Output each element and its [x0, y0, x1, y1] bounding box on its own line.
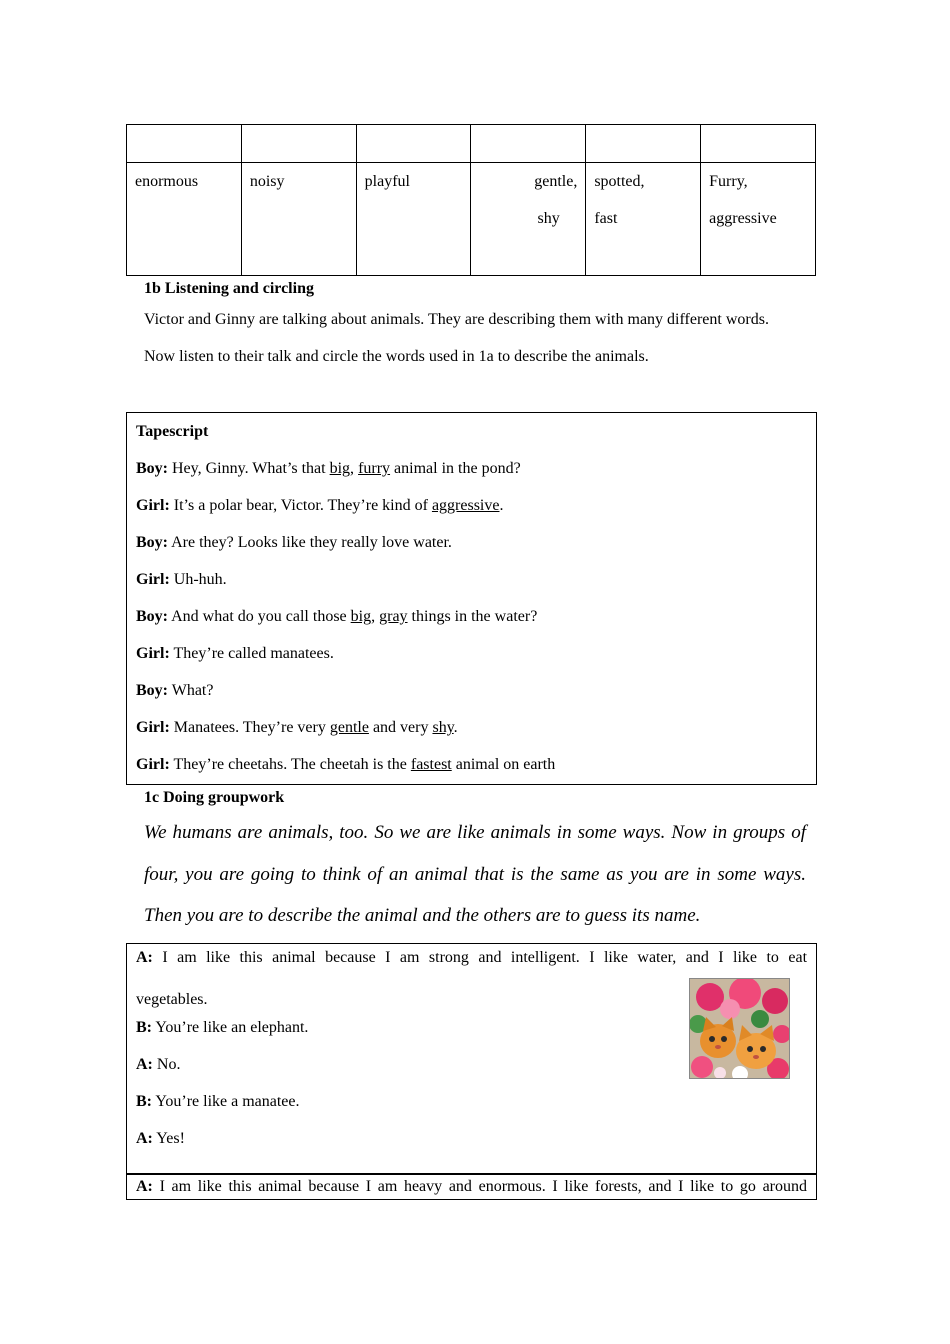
- line-text: animal on earth: [451, 756, 556, 773]
- line-text: animal in the pond?: [390, 460, 521, 477]
- speaker-label: A:: [136, 1056, 153, 1073]
- line-text: It’s a polar bear, Victor. They’re kind of: [173, 497, 432, 514]
- dialogue-box: [126, 1173, 817, 1200]
- speaker-label: A:: [136, 949, 153, 966]
- adjectives-table: [126, 124, 816, 276]
- table-cell: [356, 125, 471, 163]
- line-text: Uh-huh.: [173, 571, 227, 588]
- dialogue-line: [136, 524, 807, 561]
- dialogue-line: [136, 944, 807, 972]
- line-text: They’re cheetahs. The cheetah is the: [173, 756, 411, 773]
- line-text: You’re like an elephant.: [155, 1019, 309, 1036]
- line-text: Manatees. They’re very: [173, 719, 330, 736]
- table-row: [127, 125, 816, 163]
- speaker-label: A:: [136, 1130, 153, 1147]
- speaker-label: Girl:: [136, 497, 170, 514]
- underlined-word: shy: [432, 719, 454, 736]
- underlined-word: aggressive: [431, 497, 500, 514]
- cell-text: aggressive: [709, 210, 777, 227]
- line-text: What?: [171, 682, 214, 699]
- speaker-label: Girl:: [136, 756, 170, 773]
- dialogue-line: [136, 672, 807, 709]
- cell-text: playful: [364, 173, 410, 190]
- speaker-label: Boy:: [136, 682, 168, 699]
- section-1c: [144, 785, 806, 937]
- speaker-label: Girl:: [136, 571, 170, 588]
- dialogue-line: [136, 487, 807, 524]
- line-text: things in the water?: [407, 608, 538, 625]
- table-cell: [127, 163, 242, 276]
- table-cell: [241, 125, 356, 163]
- table-cell: [586, 163, 701, 276]
- underlined-word: gentle: [329, 719, 369, 736]
- kittens-image: [689, 978, 790, 1079]
- dialogue-line: [136, 635, 807, 672]
- section-heading: 1b Listening and circling: [144, 280, 314, 297]
- line-text: ,: [371, 608, 380, 625]
- underlined-word: fastest: [410, 756, 452, 773]
- speaker-label: B:: [136, 1019, 152, 1036]
- underlined-word: big,: [329, 460, 355, 477]
- speaker-label: Girl:: [136, 645, 170, 662]
- section-heading: 1c Doing groupwork: [144, 789, 285, 806]
- cell-text: enormous: [135, 173, 199, 190]
- table-row: [127, 163, 816, 276]
- dialogue-line: [136, 561, 807, 598]
- line-text: vegetables.: [136, 991, 208, 1008]
- speaker-label: Boy:: [136, 608, 168, 625]
- speaker-label: B:: [136, 1093, 152, 1110]
- dialogue-line: [136, 450, 807, 487]
- line-text: I am like this animal because I am heavy and enormous. I like forests, and I like to go around: [159, 1178, 807, 1195]
- dialogue-line: [136, 1174, 807, 1200]
- speaker-label: Boy:: [136, 460, 168, 477]
- tapescript-box: [126, 412, 817, 785]
- table-cell: [241, 163, 356, 276]
- table-cell: [701, 125, 816, 163]
- instruction-line: Now listen to their talk and circle the words used in 1a to describe the animals.: [144, 348, 649, 365]
- speaker-label: Girl:: [136, 719, 170, 736]
- line-text: .: [453, 719, 458, 736]
- line-text: Are they? Looks like they really love water.: [171, 534, 452, 551]
- dialogue-line: [136, 1120, 807, 1157]
- dialogue-line: [136, 1083, 807, 1120]
- table-cell: [356, 163, 471, 276]
- line-text: I am like this animal because I am strong and intelligent. I like water, and I like to eat: [162, 949, 808, 966]
- kittens-illustration: [690, 979, 789, 1078]
- tapescript-title: Tapescript: [136, 423, 209, 440]
- line-text: They’re called manatees.: [173, 645, 334, 662]
- line-text: and very: [368, 719, 433, 736]
- cell-text: spotted,: [594, 173, 645, 190]
- speaker-label: A:: [136, 1178, 153, 1195]
- section-1b: [144, 276, 804, 375]
- line-text: Yes!: [156, 1130, 185, 1147]
- instruction-text: We humans are animals, too. So we are like animals in some ways. Now in groups of four, you are going to think of an animal that is the same as you are in some ways. Then you are to describe the animal and the others are to guess its name.: [144, 822, 806, 926]
- table-cell: [471, 125, 586, 163]
- line-text: No.: [156, 1056, 181, 1073]
- underlined-word: furry: [358, 460, 391, 477]
- cell-text: gentle,: [534, 173, 578, 190]
- cell-text: Furry,: [709, 173, 748, 190]
- underlined-word: big: [350, 608, 372, 625]
- dialogue-line: [136, 709, 807, 746]
- line-text: Hey, Ginny. What’s that: [172, 460, 330, 477]
- cell-text: fast: [594, 210, 618, 227]
- speaker-label: Boy:: [136, 534, 168, 551]
- cell-text: noisy: [249, 173, 285, 190]
- dialogue-line: [136, 746, 807, 783]
- table-cell: [127, 125, 242, 163]
- table-cell: [701, 163, 816, 276]
- line-text: And what do you call those: [171, 608, 351, 625]
- instruction-line: Victor and Ginny are talking about animals. They are describing them with many different words.: [144, 311, 769, 328]
- table-cell: [471, 163, 586, 276]
- line-text: .: [499, 497, 504, 514]
- cell-text: shy: [537, 210, 560, 227]
- dialogue-line: [136, 598, 807, 635]
- underlined-word: gray: [379, 608, 408, 625]
- line-text: You’re like a manatee.: [155, 1093, 300, 1110]
- table-cell: [586, 125, 701, 163]
